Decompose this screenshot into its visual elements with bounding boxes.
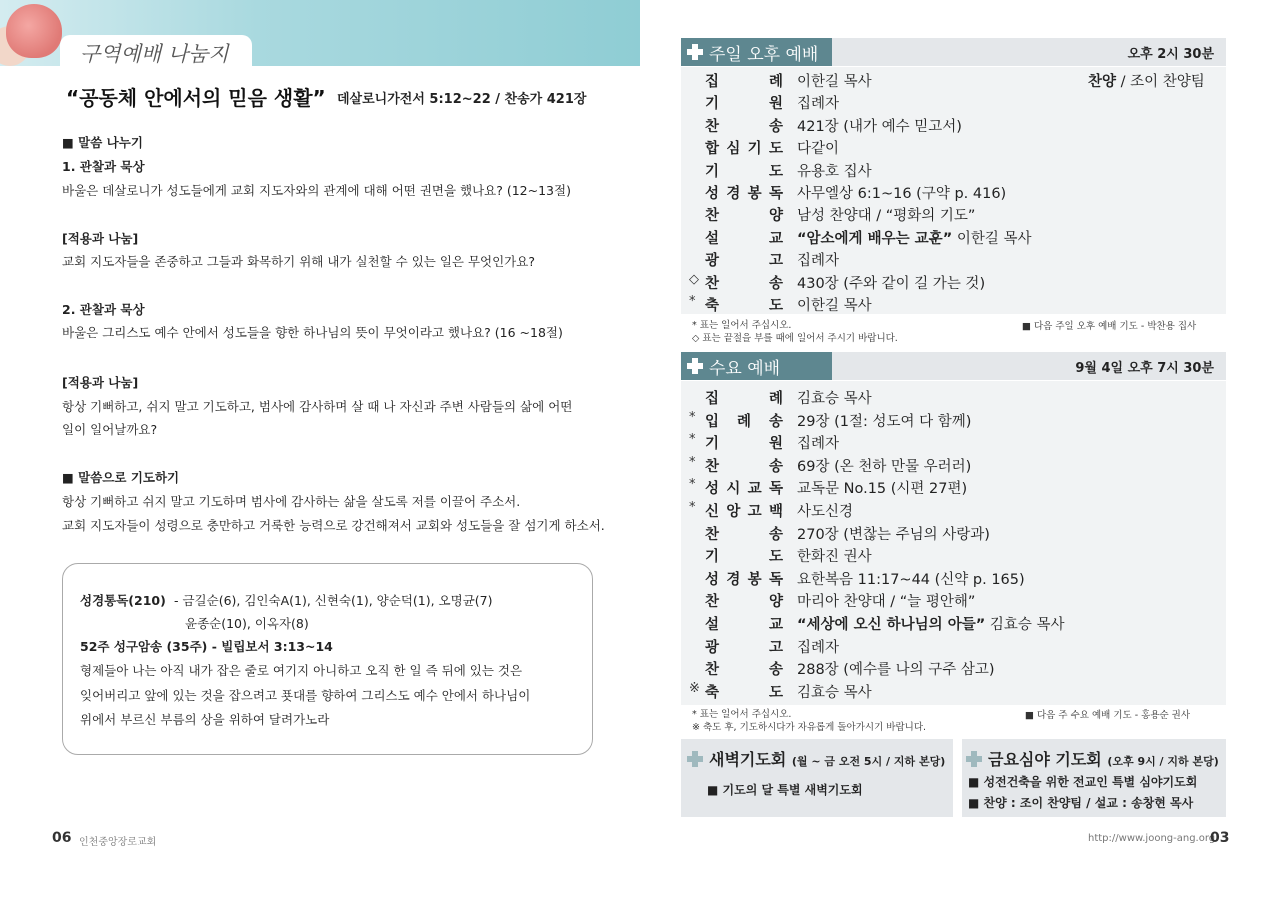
- application-2-text: 항상 기뻐하고, 쉬지 말고 기도하고, 범사에 감사하며 살 때 나 자신과 주변 사람들의 삶에 어떤: [62, 399, 573, 414]
- row-label: [705, 294, 783, 315]
- sunday-order-row: [681, 135, 1226, 157]
- wednesday-order-row: [681, 521, 1226, 543]
- row-label-char: 봉: [747, 186, 762, 202]
- row-value-text: 집례자: [797, 436, 840, 453]
- row-label-char: 송: [768, 413, 783, 430]
- row-label-char: 고: [768, 253, 783, 270]
- row-value-text: 요한복음 11:17~44 (신약 p. 165): [797, 571, 1025, 588]
- sunday-order-row: [681, 202, 1226, 224]
- row-label: [705, 70, 783, 91]
- row-label: [705, 613, 783, 634]
- row-label-char: 도: [768, 549, 783, 566]
- row-label: [705, 568, 783, 589]
- row-label-char: 광: [705, 639, 720, 656]
- sunday-order-row: [681, 225, 1226, 247]
- sunday-choir: [1088, 70, 1205, 91]
- row-value: [797, 410, 971, 431]
- wednesday-order-row: [681, 588, 1226, 610]
- row-label-char: 원: [768, 436, 783, 453]
- row-value: [797, 636, 839, 657]
- dawn-prayer-subtitle: (월 ~ 금 오전 5시 / 지하 본당): [791, 755, 946, 768]
- row-value-text: 이한길 목사: [797, 298, 872, 314]
- row-label-char: 찬: [705, 662, 720, 679]
- row-value: [797, 681, 872, 702]
- row-label-char: 독: [768, 186, 783, 202]
- row-value-text: 430장 (주와 같이 길 가는 것): [797, 275, 986, 292]
- row-value-text: 다같이: [797, 141, 840, 158]
- row-label: [705, 545, 783, 566]
- row-value: [797, 70, 872, 91]
- row-label: [705, 523, 783, 544]
- row-value-text: 이한길 목사: [952, 230, 1032, 247]
- row-label-char: 찬: [705, 275, 720, 292]
- row-value-text: 사무엘상 6:1~16 (구약 p. 416): [797, 186, 1007, 202]
- row-label: [705, 92, 783, 113]
- wednesday-order-row: [681, 611, 1226, 633]
- church-name: 인천중앙장로교회: [79, 837, 157, 848]
- row-label: [705, 636, 783, 657]
- row-label: [705, 249, 783, 270]
- row-label-char: 양: [768, 208, 783, 225]
- row-label-char: 도: [768, 141, 783, 158]
- row-label-char: 고: [747, 504, 762, 520]
- wednesday-order-row: [681, 679, 1226, 701]
- wednesday-note: ※ 축도 후, 기도하시다가 자유롭게 돌아가시기 바랍니다.: [692, 722, 927, 733]
- row-label: [705, 272, 783, 293]
- friday-prayer-title: 금요심야 기도회: [988, 750, 1102, 769]
- row-value-text: 김효승 목사: [797, 684, 872, 701]
- cross-icon: [687, 751, 703, 767]
- row-value: [797, 545, 872, 566]
- row-label-char: 기: [747, 141, 762, 158]
- wednesday-order-row: [681, 566, 1226, 588]
- row-label-char: 설: [705, 230, 720, 247]
- memory-verse-line: 잊어버리고 앞에 있는 것을 잡으려고 푯대를 향하여 그리스도 예수 안에서 하나님이: [80, 688, 531, 703]
- row-marker: *: [689, 409, 696, 425]
- row-value: [797, 182, 1006, 203]
- word-sharing-heading: ■ 말씀 나누기: [62, 135, 143, 150]
- row-label: [705, 227, 783, 248]
- question-2-text: 바울은 그리스도 예수 안에서 성도들을 향한 하나님의 뜻이 무엇이라고 했나요? (16 ~18절): [62, 325, 563, 340]
- sunday-choir-label: 찬양: [1088, 74, 1117, 90]
- row-label-char: 축: [705, 298, 720, 314]
- wednesday-service-time: 9월 4일 오후 7시 30분: [1075, 361, 1214, 376]
- row-label: [705, 182, 783, 203]
- sunday-order-row: [681, 247, 1226, 269]
- row-label-char: 집: [705, 391, 720, 407]
- row-marker: *: [689, 432, 696, 448]
- wednesday-service-header: [681, 352, 1226, 380]
- row-label-char: 축: [705, 684, 720, 701]
- row-value: [797, 272, 985, 293]
- row-value-text: 남성 찬양대 / “평화의 기도”: [797, 208, 976, 225]
- row-marker: ◇: [689, 271, 699, 287]
- row-value-text: 421장 (내가 예수 믿고서): [797, 118, 962, 135]
- row-value-text: 이한길 목사: [797, 74, 872, 90]
- friday-prayer-title-row: [966, 747, 1219, 770]
- wednesday-note: * 표는 일어서 주십시오.: [692, 709, 792, 720]
- row-value: [797, 387, 872, 408]
- dawn-prayer-title: 새벽기도회: [709, 750, 787, 769]
- sermon-title: “세상에 오신 하나님의 아들”: [797, 617, 986, 633]
- row-value: [797, 137, 839, 158]
- prayer-line: 항상 기뻐하고 쉬지 말고 기도하며 범사에 감사하는 삶을 살도록 저를 이끌어 주소서.: [62, 494, 521, 509]
- prayer-heading: ■ 말씀으로 기도하기: [62, 470, 180, 485]
- row-label-char: 집: [705, 74, 720, 90]
- row-value-text: 유용호 집사: [797, 163, 872, 180]
- row-label-char: 찬: [705, 118, 720, 135]
- row-label-char: 례: [768, 391, 783, 407]
- memory-verse-line: 형제들아 나는 아직 내가 잡은 줄로 여기지 아니하고 오직 한 일 즉 뒤에 있는 것은: [80, 663, 523, 678]
- row-label: [705, 455, 783, 476]
- sunday-order-row: [681, 158, 1226, 180]
- row-label-char: 송: [768, 526, 783, 543]
- row-value: [797, 658, 995, 679]
- dawn-prayer-title-row: [687, 747, 945, 770]
- application-2-heading: [적용과 나눔]: [62, 375, 139, 390]
- row-label-char: 독: [768, 481, 783, 498]
- row-label-char: 입: [705, 413, 720, 430]
- wednesday-order-row: [681, 634, 1226, 656]
- question-1-text: 바울은 데살로니가 성도들에게 교회 지도자와의 관계에 대해 어떤 권면을 했나요? (12~13절): [62, 183, 571, 198]
- row-value-text: 집례자: [797, 639, 840, 656]
- row-marker: *: [689, 477, 696, 493]
- row-value: [797, 227, 1031, 248]
- memory-verse-heading: 52주 성구암송 (35주) - 빌립보서 3:13~14: [80, 639, 333, 654]
- row-label-char: 성: [705, 186, 720, 202]
- row-label-char: 성: [705, 571, 720, 588]
- row-label-char: 례: [736, 413, 751, 430]
- row-value-text: 김효승 목사: [797, 391, 872, 407]
- row-value-text: 69장 (온 천하 만물 우러러): [797, 458, 972, 475]
- row-label-char: 봉: [747, 571, 762, 588]
- row-value-text: 288장 (예수를 나의 구주 삼고): [797, 662, 995, 679]
- row-label: [705, 410, 783, 431]
- row-label-char: 기: [705, 96, 720, 113]
- row-value: [797, 92, 839, 113]
- row-value-text: 집례자: [797, 253, 840, 270]
- sunday-note: ◇ 표는 끝절을 부를 때에 일어서 주시기 바랍니다.: [692, 333, 898, 344]
- row-value: [797, 613, 1065, 634]
- sunday-next-prayer: ■ 다음 주일 오후 예배 기도 - 박찬용 집사: [1022, 321, 1197, 332]
- wednesday-order-row: [681, 498, 1226, 520]
- wednesday-order-row: [681, 656, 1226, 678]
- bible-reading-label: 성경통독(210): [80, 593, 166, 608]
- row-label-char: 도: [768, 684, 783, 701]
- row-label-char: 기: [705, 436, 720, 453]
- wednesday-order-row: [681, 475, 1226, 497]
- row-marker: *: [689, 454, 696, 470]
- application-1-text: 교회 지도자들을 존중하고 그들과 화목하기 위해 내가 실천할 수 있는 일은 무엇인가요?: [62, 254, 535, 269]
- row-label-char: 성: [705, 481, 720, 498]
- row-value-text: 집례자: [797, 96, 840, 113]
- row-label-char: 설: [705, 617, 720, 633]
- church-url: http://www.joong-ang.org: [1088, 833, 1216, 844]
- row-label-char: 광: [705, 253, 720, 270]
- friday-prayer-subtitle: (오후 9시 / 지하 본당): [1107, 755, 1219, 768]
- row-label-char: 찬: [705, 526, 720, 543]
- row-label-char: 고: [768, 639, 783, 656]
- row-label: [705, 432, 783, 453]
- dawn-prayer-box: [681, 739, 953, 817]
- sunday-order-row: [681, 90, 1226, 112]
- row-value-text: 270장 (변찮는 주님의 사랑과): [797, 526, 990, 543]
- sermon-title: “암소에게 배우는 교훈”: [797, 230, 953, 247]
- row-label-char: 기: [705, 549, 720, 566]
- row-label-char: 원: [768, 96, 783, 113]
- row-label-char: 찬: [705, 594, 720, 611]
- wednesday-service-title: 수요 예배: [709, 358, 781, 379]
- application-2-text: 일이 일어날까요?: [62, 422, 158, 437]
- sunday-order-row: [681, 113, 1226, 135]
- row-value-text: 김효승 목사: [985, 617, 1065, 633]
- row-label-char: 도: [768, 163, 783, 180]
- row-value: [797, 568, 1025, 589]
- sunday-service-title: 주일 오후 예배: [709, 44, 819, 65]
- sunday-note: * 표는 일어서 주십시오.: [692, 320, 792, 331]
- row-value-text: 사도신경: [797, 504, 854, 520]
- row-value: [797, 477, 967, 498]
- row-label-char: 신: [705, 504, 720, 520]
- row-value: [797, 204, 975, 225]
- row-label: [705, 160, 783, 181]
- row-label: [705, 137, 783, 158]
- bible-reading-names: 윤종순(10), 이옥자(8): [185, 616, 309, 631]
- wednesday-order-row: [681, 385, 1226, 407]
- cross-icon: [687, 44, 703, 60]
- sermon-reference: 데살로니가전서 5:12~22 / 찬송가 421장: [337, 92, 587, 107]
- row-label-char: 기: [705, 163, 720, 180]
- row-value: [797, 523, 990, 544]
- page-number: 03: [1210, 830, 1230, 846]
- row-label-char: 독: [768, 571, 783, 588]
- row-label-char: 교: [747, 481, 762, 498]
- row-label: [705, 658, 783, 679]
- memory-verse-line: 위에서 부르신 부름의 상을 위하여 달려가노라: [80, 712, 330, 727]
- wednesday-order-row: [681, 430, 1226, 452]
- row-label: [705, 115, 783, 136]
- row-label-char: 교: [768, 617, 783, 633]
- cross-icon: [687, 358, 703, 374]
- row-value: [797, 249, 839, 270]
- row-label: [705, 590, 783, 611]
- row-value: [797, 115, 962, 136]
- row-label-char: 경: [726, 571, 741, 588]
- wednesday-service-tab: [681, 352, 832, 380]
- sunday-order-row: [681, 270, 1226, 292]
- row-label-char: 송: [768, 118, 783, 135]
- sunday-order-row: [681, 180, 1226, 202]
- row-label-char: 시: [726, 481, 741, 498]
- row-marker: *: [689, 294, 696, 309]
- sunday-order-row: [681, 292, 1226, 314]
- bible-reading-names: - 금길순(6), 김인숙A(1), 신현숙(1), 양순덕(1), 오명균(7): [174, 593, 493, 608]
- application-1-heading: [적용과 나눔]: [62, 231, 139, 246]
- row-label-char: 찬: [705, 458, 720, 475]
- wednesday-order-row: [681, 543, 1226, 565]
- question-2-heading: 2. 관찰과 묵상: [62, 302, 145, 317]
- sunday-service-tab: [681, 38, 832, 66]
- row-label-char: 송: [768, 275, 783, 292]
- row-label-char: 송: [768, 662, 783, 679]
- sunday-service-time: 오후 2시 30분: [1127, 47, 1214, 62]
- question-1-heading: 1. 관찰과 묵상: [62, 159, 145, 174]
- row-value-text: 마리아 찬양대 / “늘 평안해”: [797, 594, 976, 611]
- row-value-text: 29장 (1절: 성도여 다 함께): [797, 413, 972, 430]
- row-label: [705, 500, 783, 521]
- row-label-char: 백: [768, 504, 783, 520]
- row-marker: ※: [689, 680, 700, 696]
- sermon-title: “공동체 안에서의 믿음 생활”: [66, 86, 326, 110]
- page-number: 06: [52, 830, 72, 846]
- row-label: [705, 477, 783, 498]
- friday-prayer-line: ■ 찬양 : 조이 찬양팀 / 설교 : 송창현 목사: [968, 796, 1194, 810]
- row-label-char: 송: [768, 458, 783, 475]
- row-value: [797, 432, 839, 453]
- wednesday-next-prayer: ■ 다음 주 수요 예배 기도 - 홍용순 권사: [1025, 710, 1191, 721]
- row-value: [797, 455, 971, 476]
- cross-icon: [966, 751, 982, 767]
- row-label: [705, 204, 783, 225]
- row-label-char: 앙: [726, 504, 741, 520]
- sunday-choir-value: / 조이 찬양팀: [1116, 74, 1205, 90]
- row-label: [705, 681, 783, 702]
- row-label-char: 찬: [705, 208, 720, 225]
- section-tag-label: 구역예배 나눔지: [80, 42, 229, 66]
- row-value: [797, 294, 872, 315]
- sunday-service-header: [681, 38, 1226, 66]
- row-value: [797, 500, 853, 521]
- row-label: [705, 387, 783, 408]
- friday-prayer-box: [962, 739, 1226, 817]
- row-value: [797, 590, 975, 611]
- row-label-char: 례: [768, 74, 783, 90]
- row-value: [797, 160, 872, 181]
- wednesday-order-row: [681, 408, 1226, 430]
- row-label-char: 도: [768, 298, 783, 314]
- row-label-char: 경: [726, 186, 741, 202]
- row-label-char: 심: [726, 141, 741, 158]
- row-value-text: 한화진 권사: [797, 549, 872, 566]
- row-label-char: 교: [768, 230, 783, 247]
- wednesday-order-row: [681, 453, 1226, 475]
- row-label-char: 합: [705, 141, 720, 158]
- row-marker: *: [689, 500, 696, 515]
- prayer-line: 교회 지도자들이 성령으로 충만하고 거룩한 능력으로 강건해져서 교회와 성도들을 잘 섬기게 하소서.: [62, 518, 605, 533]
- section-tag: [60, 35, 252, 66]
- friday-prayer-line: ■ 성전건축을 위한 전교인 특별 심야기도회: [968, 775, 1198, 789]
- row-label-char: 양: [768, 594, 783, 611]
- dawn-prayer-line: ■ 기도의 달 특별 새벽기도회: [707, 783, 863, 797]
- row-value-text: 교독문 No.15 (시편 27편): [797, 481, 968, 498]
